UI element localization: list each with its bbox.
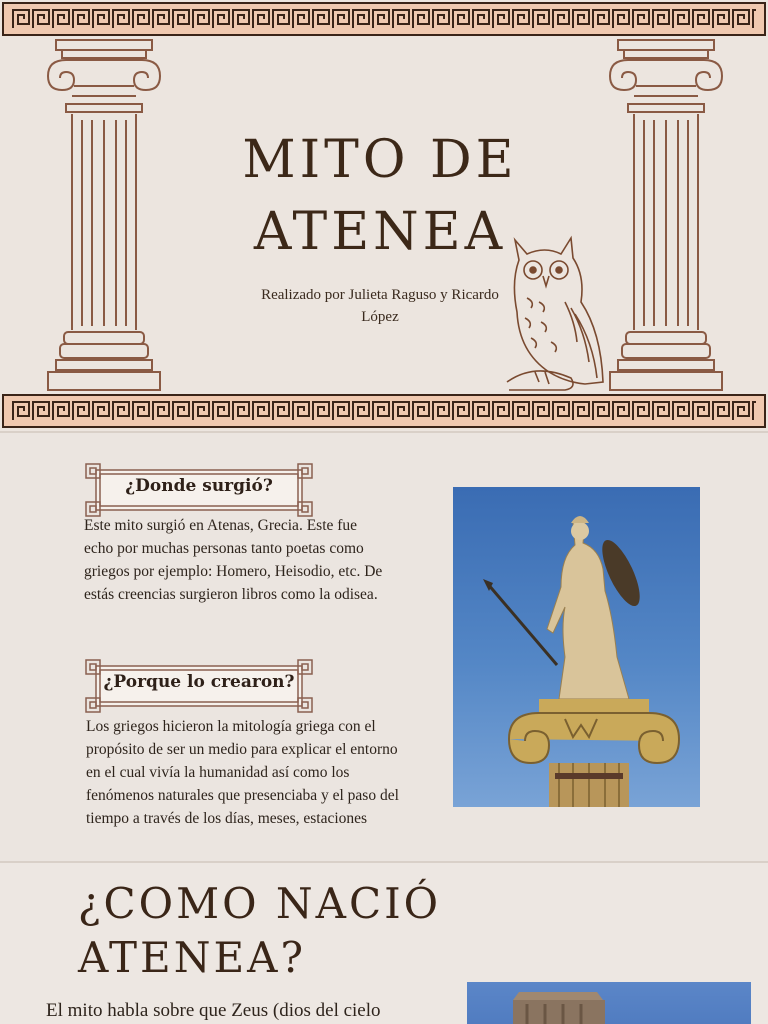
paragraph-porque-lo-crearon: Los griegos hicieron la mitología griega con el propósito de ser un medio para explicar el entorno en el cual vivía la humanidad así como los fenómenos naturales que presenciaba y el paso del tiempo a través de los días, meses, estaciones [86,718,399,827]
greek-key-border-top [2,2,766,36]
origin-slide [0,432,768,862]
title-slide [0,0,768,432]
paragraph-mito-zeus: El mito habla sobre que Zeus (dios del cielo [46,1000,381,1021]
slide-subtitle: Realizado por Julieta Raguso y Ricardo López [261,287,499,325]
parthenon-photo [467,982,751,1024]
heading-porque-lo-crearon: ¿Porque lo crearon? [103,672,295,692]
label-frame-donde [84,462,314,518]
heading-como-nacio [78,877,441,985]
owl-icon [505,232,609,392]
ionic-column-right [604,38,728,394]
slide-divider [0,861,768,863]
slide-divider [0,431,768,433]
heading-line-2: ATENEA? [78,933,306,982]
athena-statue-photo [453,487,700,807]
paragraph-donde-surgio: Este mito surgió en Atenas, Grecia. Este fue echo por muchas personas tanto poetas como griegos por ejemplo: Homero, Heisodio, etc. De estás creencias surgieron libros como la odisea. [84,517,383,603]
title-line-1: MITO DE [242,130,518,190]
birth-slide [0,862,768,1024]
heading-line-1: ¿COMO NACIÓ [78,879,442,928]
label-frame-porque [84,658,314,714]
title-line-2: ATENEA [253,202,507,262]
greek-key-border-bottom [2,394,766,428]
heading-donde-surgio: ¿Donde surgió? [125,476,273,496]
ionic-column-left [42,38,166,394]
